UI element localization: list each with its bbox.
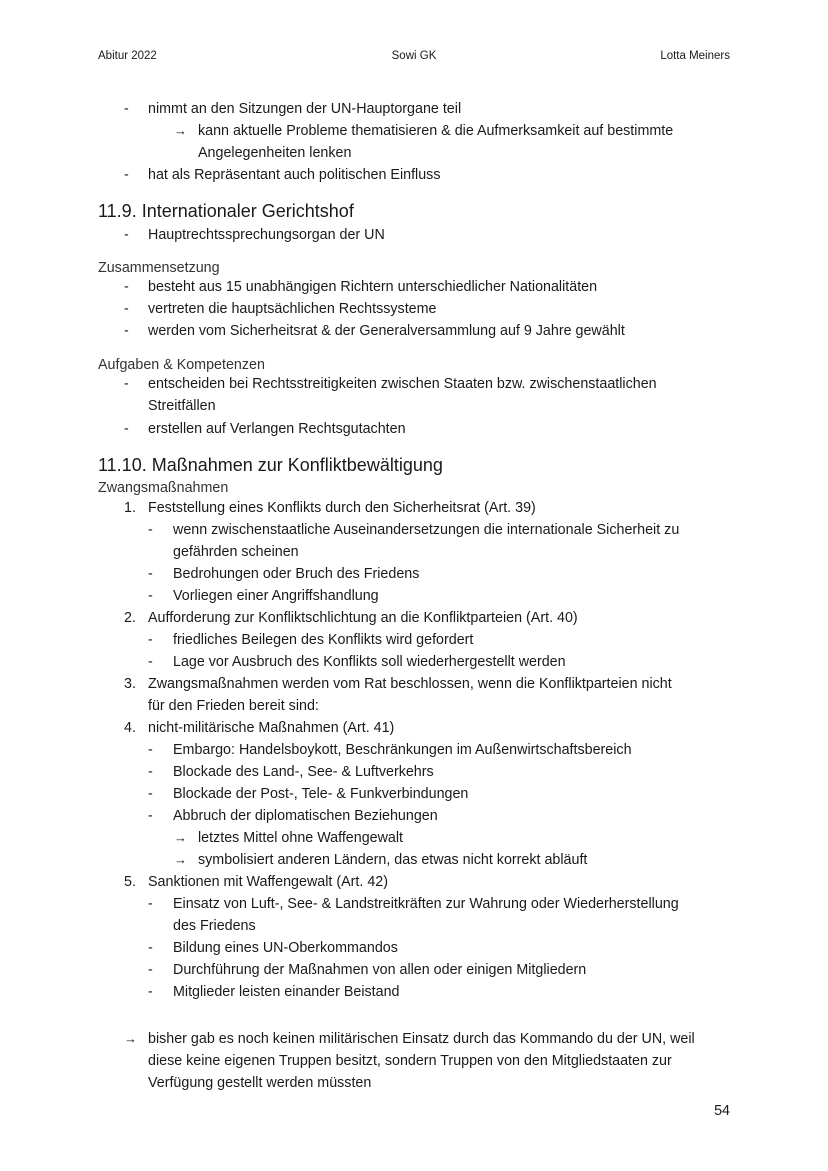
dash-marker: - xyxy=(148,566,153,582)
list-item: vertreten die hauptsächlichen Rechtssysteme xyxy=(148,301,437,317)
subheading-aufgaben: Aufgaben & Kompetenzen xyxy=(98,357,265,373)
dash-marker: - xyxy=(148,896,153,912)
list-number: 4. xyxy=(124,720,136,736)
list-item: Sanktionen mit Waffengewalt (Art. 42) xyxy=(148,874,388,890)
dash-marker: - xyxy=(148,984,153,1000)
list-item: Blockade des Land-, See- & Luftverkehrs xyxy=(173,764,434,780)
list-item: Embargo: Handelsboykott, Beschränkungen im Außenwirtschaftsbereich xyxy=(173,742,632,758)
arrow-icon: → xyxy=(124,1031,137,1046)
header-author: Lotta Meiners xyxy=(660,50,730,62)
arrow-icon: → xyxy=(174,123,187,138)
dash-marker: - xyxy=(148,588,153,604)
dash-marker: - xyxy=(148,522,153,538)
list-item: Hauptrechtssprechungsorgan der UN xyxy=(148,227,385,243)
list-item: nimmt an den Sitzungen der UN-Hauptorgane teil xyxy=(148,101,462,117)
dash-marker: - xyxy=(124,101,129,117)
dash-marker: - xyxy=(148,962,153,978)
dash-marker: - xyxy=(124,167,129,183)
list-item: hat als Repräsentant auch politischen Einfluss xyxy=(148,167,441,183)
list-item: Blockade der Post-, Tele- & Funkverbindungen xyxy=(173,786,469,802)
conclusion-text: diese keine eigenen Truppen besitzt, sondern Truppen von den Mitgliedstaaten zur xyxy=(148,1053,672,1069)
dash-marker: - xyxy=(124,227,129,243)
list-item: Feststellung eines Konflikts durch den Sicherheitsrat (Art. 39) xyxy=(148,500,536,516)
list-item: Abbruch der diplomatischen Beziehungen xyxy=(173,808,438,824)
list-item: Zwangsmaßnahmen werden vom Rat beschlossen, wenn die Konfliktparteien nicht xyxy=(148,676,672,692)
list-item: Durchführung der Maßnahmen von allen oder einigen Mitgliedern xyxy=(173,962,587,978)
list-item-cont: Streitfällen xyxy=(148,398,216,414)
list-item: Mitglieder leisten einander Beistand xyxy=(173,984,400,1000)
list-item: werden vom Sicherheitsrat & der Generalversammlung auf 9 Jahre gewählt xyxy=(148,323,625,339)
list-item: wenn zwischenstaatliche Auseinandersetzungen die internationale Sicherheit zu xyxy=(173,522,680,538)
list-item: entscheiden bei Rechtsstreitigkeiten zwischen Staaten bzw. zwischenstaatlichen xyxy=(148,376,657,392)
dash-marker: - xyxy=(124,279,129,295)
dash-marker: - xyxy=(124,323,129,339)
list-item-cont: für den Frieden bereit sind: xyxy=(148,698,319,714)
dash-marker: - xyxy=(148,742,153,758)
list-number: 5. xyxy=(124,874,136,890)
list-item: Vorliegen einer Angriffshandlung xyxy=(173,588,379,604)
list-item: letztes Mittel ohne Waffengewalt xyxy=(198,830,404,846)
conclusion-text: Verfügung gestellt werden müssten xyxy=(148,1075,372,1091)
subheading-zusammensetzung: Zusammensetzung xyxy=(98,260,220,276)
arrow-icon: → xyxy=(174,852,187,867)
header-exam: Abitur 2022 xyxy=(98,50,157,62)
dash-marker: - xyxy=(148,808,153,824)
list-number: 1. xyxy=(124,500,136,516)
list-item-cont: gefährden scheinen xyxy=(173,544,299,560)
list-number: 2. xyxy=(124,610,136,626)
list-item: symbolisiert anderen Ländern, das etwas nicht korrekt abläuft xyxy=(198,852,588,868)
dash-marker: - xyxy=(148,940,153,956)
arrow-icon: → xyxy=(174,830,187,845)
list-item: friedliches Beilegen des Konflikts wird gefordert xyxy=(173,632,474,648)
list-item: Einsatz von Luft-, See- & Landstreitkräften zur Wahrung oder Wiederherstellung xyxy=(173,896,679,912)
section-heading-11-10: 11.10. Maßnahmen zur Konfliktbewältigung xyxy=(98,455,443,475)
dash-marker: - xyxy=(148,654,153,670)
dash-marker: - xyxy=(148,632,153,648)
list-item-cont: des Friedens xyxy=(173,918,256,934)
page-header xyxy=(98,50,730,66)
dash-marker: - xyxy=(124,376,129,392)
page-number: 54 xyxy=(714,1103,730,1119)
list-item: Bedrohungen oder Bruch des Friedens xyxy=(173,566,420,582)
subheading-zwangsmassnahmen: Zwangsmaßnahmen xyxy=(98,480,229,496)
dash-marker: - xyxy=(148,786,153,802)
header-subject: Sowi GK xyxy=(391,50,437,62)
list-number: 3. xyxy=(124,676,136,692)
list-item: kann aktuelle Probleme thematisieren & die Aufmerksamkeit auf bestimmte xyxy=(198,123,674,139)
list-item: Bildung eines UN-Oberkommandos xyxy=(173,940,398,956)
dash-marker: - xyxy=(124,301,129,317)
list-item: erstellen auf Verlangen Rechtsgutachten xyxy=(148,421,406,437)
list-item: nicht-militärische Maßnahmen (Art. 41) xyxy=(148,720,395,736)
list-item: Aufforderung zur Konfliktschlichtung an die Konfliktparteien (Art. 40) xyxy=(148,610,578,626)
conclusion-text: bisher gab es noch keinen militärischen Einsatz durch das Kommando du der UN, weil xyxy=(148,1031,695,1047)
list-item: besteht aus 15 unabhängigen Richtern unterschiedlicher Nationalitäten xyxy=(148,279,598,295)
dash-marker: - xyxy=(124,421,129,437)
list-item: Lage vor Ausbruch des Konflikts soll wiederhergestellt werden xyxy=(173,654,566,670)
list-item-cont: Angelegenheiten lenken xyxy=(198,145,352,161)
dash-marker: - xyxy=(148,764,153,780)
section-heading-11-9: 11.9. Internationaler Gerichtshof xyxy=(98,201,354,221)
